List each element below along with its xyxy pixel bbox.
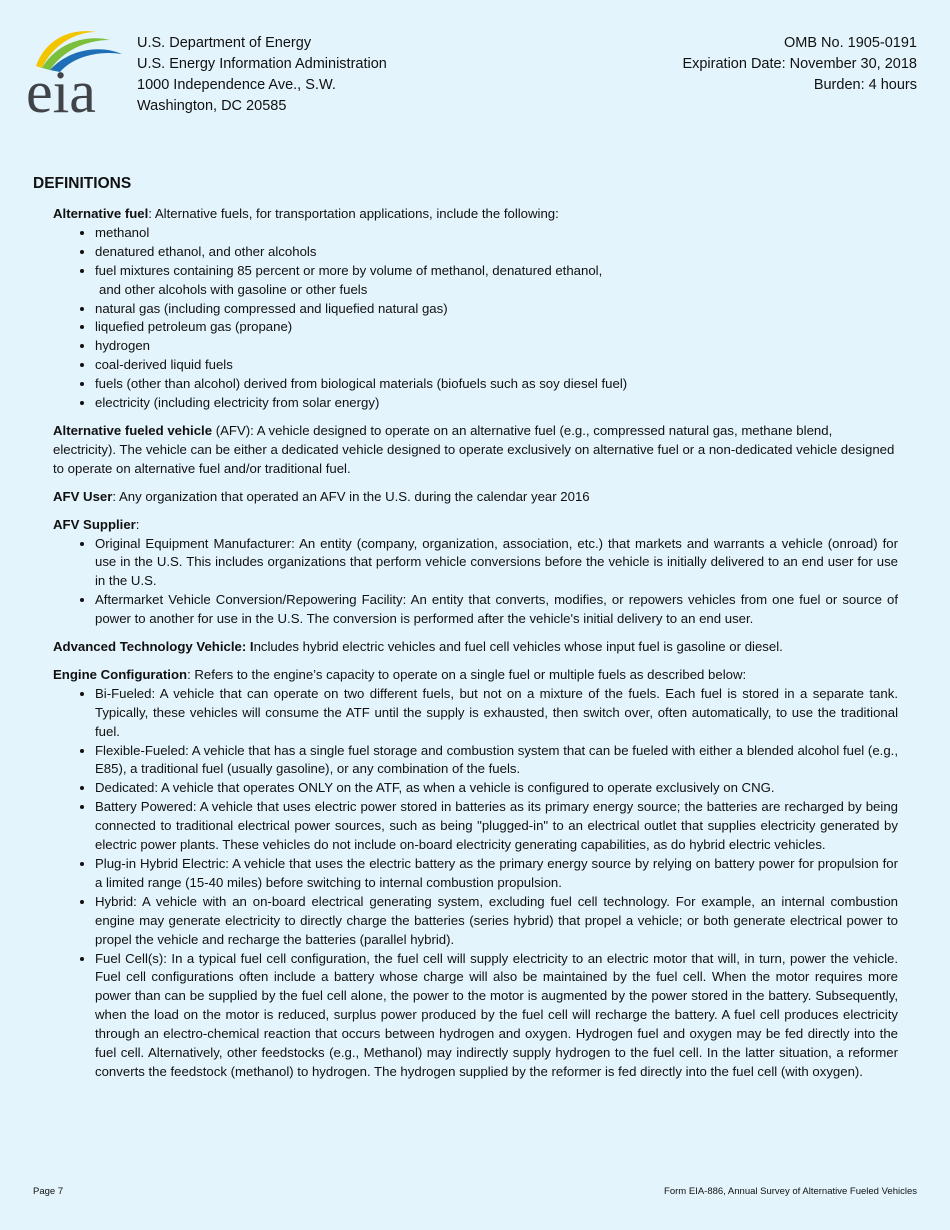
definition-text: ncludes hybrid electric vehicles and fuel cell vehicles whose input fuel is gasoline or diesel.: [253, 639, 783, 655]
list-item: [95, 262, 898, 300]
engine-configuration-list: [53, 685, 898, 1082]
definition-engine-configuration: [53, 666, 898, 685]
definition-term: AFV Supplier: [53, 516, 136, 532]
agency-line: 1000 Independence Ave., S.W.: [137, 77, 336, 93]
definition-term: Alternative fueled vehicle: [53, 422, 213, 438]
list-item: • Plug-in Hybrid Electric: A vehicle that uses the electric battery as the primary energy source by relying on battery power for propulsion for a limited range (15-40 miles) before switching to internal combustion propulsion.: [95, 855, 898, 893]
definition-afv: [53, 422, 898, 479]
list-item: • fuels (other than alcohol) derived from biological materials (biofuels such as soy diesel fuel): [95, 375, 898, 394]
afv-supplier-list: [53, 535, 898, 630]
list-item: • coal-derived liquid fuels: [95, 356, 898, 375]
definition-alternative-fuel: [53, 205, 898, 224]
list-item: • electricity (including electricity from solar energy): [95, 394, 898, 413]
definition-text: :: [135, 516, 140, 532]
agency-address: [137, 33, 387, 117]
list-item: • Flexible-Fueled: A vehicle that has a single fuel storage and combustion system that can be fueled with either a blended alcohol fuel (e.g., E85), a traditional fuel (usually gasoline), or any combination of the fuels.: [95, 742, 898, 780]
eia-logo: [24, 24, 128, 118]
omb-info: [682, 33, 917, 96]
definition-text: : Refers to the engine’s capacity to operate on a single fuel or multiple fuels as described below:: [187, 666, 747, 682]
section-title: DEFINITIONS: [33, 175, 132, 192]
list-item: • Hybrid: A vehicle with an on-board electrical generating system, excluding fuel cell technology. For example, an internal combustion engine may generate electricity to directly charge the batteries (series hybrid) that propel a vehicle; or both generate electrical power to propel the vehicle and recharge the batteries (parallel hybrid).: [95, 893, 898, 950]
definition-afv-supplier: [53, 516, 898, 535]
list-item-line: and other alcohols with gasoline or other fuels: [99, 281, 368, 297]
alt-fuel-list: [53, 224, 898, 413]
list-item: • Bi-Fueled: A vehicle that can operate on two different fuels, but not on a mixture of the fuels. Each fuel is stored in a separate tank. Typically, these vehicles will consume the ATF until the supply is exhausted, then switch over, often automatically, to use the traditional fuel.: [95, 685, 898, 742]
expiration-date: Expiration Date: November 30, 2018: [682, 56, 917, 72]
definition-advanced-technology-vehicle: [53, 638, 898, 657]
list-item: • denatured ethanol, and other alcohols: [95, 243, 898, 262]
logo-wordmark: eia: [26, 59, 96, 118]
definitions-body: [53, 205, 898, 1082]
definition-text: (AFV): A vehicle designed to operate on an alternative fuel (e.g., compressed natural gas, methane blend, electricity). The vehicle can be either a dedicated vehicle designed to operate exclusively on alternative fuel or a non-dedicated vehicle designed to operate on alternative fuel and/or traditional fuel.: [53, 422, 895, 476]
list-item: • Original Equipment Manufacturer: An entity (company, organization, association, etc.) that markets and warrants a vehicle (onroad) for use in the U.S. This includes organizations that perform vehicle conversions before the vehicle is initially delivered to an end user for use in the U.S.: [95, 535, 898, 592]
form-name: Form EIA-886, Annual Survey of Alternative Fueled Vehicles: [664, 1186, 917, 1197]
list-item: • methanol: [95, 224, 898, 243]
list-item: • Fuel Cell(s): In a typical fuel cell configuration, the fuel cell will supply electricity to an electric motor that will, in turn, power the vehicle. Fuel cell configurations often include a battery whose charge will also be maintained by the fuel cell. When the motor requires more power than can be supplied by the fuel cell alone, the power to the motor is augmented by the power stored in the battery. Subsequently, when the load on the motor is reduced, surplus power produced by the fuel cell will recharge the battery. A fuel cell produces electricity through an electro-chemical reaction that occurs between hydrogen and oxygen. Hydrogen fuel and oxygen may be fed directly into the fuel cell. Alternatively, other feedstocks (e.g., Methanol) may indirectly supply hydrogen to the fuel cell. In the latter situation, a reformer converts the feedstock (methanol) to hydrogen. The hydrogen supplied by the reformer is fed directly into the fuel cell (with oxygen).: [95, 950, 898, 1082]
list-item: • Dedicated: A vehicle that operates ONLY on the ATF, as when a vehicle is configured to operate exclusively on CNG.: [95, 779, 898, 798]
definition-term: Engine Configuration: [53, 666, 188, 682]
definition-term: Advanced Technology Vehicle: I: [53, 639, 254, 655]
agency-line: Washington, DC 20585: [137, 98, 287, 114]
burden: Burden: 4 hours: [813, 77, 917, 93]
definition-text: : Any organization that operated an AFV in the U.S. during the calendar year 2016: [112, 488, 590, 504]
list-item: • Aftermarket Vehicle Conversion/Repowering Facility: An entity that converts, modifies, or repowers vehicles from one fuel or source of power to another for use in the U.S. The conversion is performed after the vehicle's initial delivery to an end user.: [95, 591, 898, 629]
list-item: • hydrogen: [95, 337, 898, 356]
page-number: Page 7: [33, 1186, 64, 1197]
list-item: • natural gas (including compressed and liquefied natural gas): [95, 300, 898, 319]
definition-term: Alternative fuel: [53, 206, 149, 221]
omb-number: OMB No. 1905-0191: [784, 35, 917, 51]
definition-term: AFV User: [53, 488, 113, 504]
agency-line: U.S. Energy Information Administration: [137, 56, 387, 72]
definition-afv-user: [53, 488, 898, 507]
agency-line: U.S. Department of Energy: [137, 35, 312, 51]
definition-text: : Alternative fuels, for transportation applications, include the following:: [148, 206, 559, 221]
list-item: • Battery Powered: A vehicle that uses electric power stored in batteries as its primary energy source; the batteries are recharged by being connected to traditional electrical power sources, such as being "plugged-in" to an electrical outlet that supplies electricity generated by electric power plants. These vehicles do not include on-board electricity generating capabilities, as do hybrid electric vehicles.: [95, 798, 898, 855]
list-item-line: fuel mixtures containing 85 percent or more by volume of methanol, denatured ethanol,: [95, 262, 603, 278]
list-item: • liquefied petroleum gas (propane): [95, 318, 898, 337]
